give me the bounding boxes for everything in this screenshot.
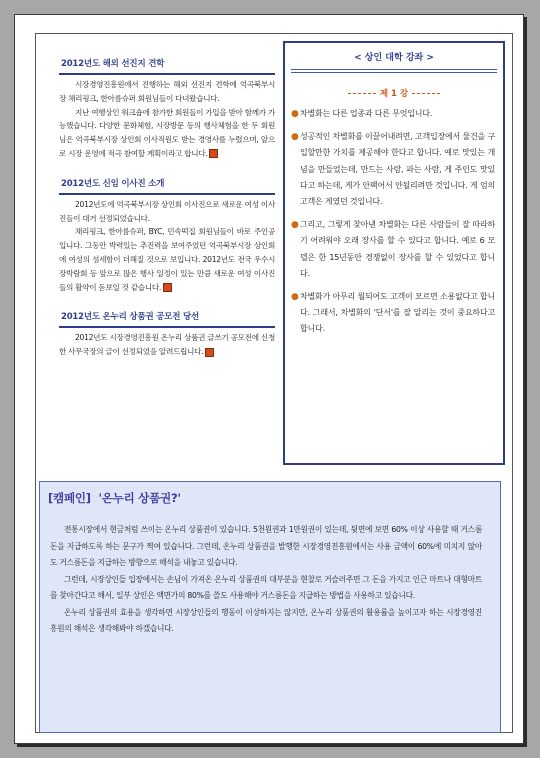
campaign-paragraph-3: 온누리 상품권의 효용을 생각하면 시장상인들의 행동이 이상하지는 않지만, 온누리 상품권의 활용률을 높이고자 하는 시장경영진흥원의 해석은 생각해봐야 하겠습니다. [50, 607, 482, 633]
bullet-dot-icon: ● [291, 292, 299, 303]
dash-divider-right [412, 93, 440, 94]
new-directors-paragraph-2: 채리핑크, 한아름슈퍼, BYC, 민속떡집 회원님들이 바로 주인공입니다. 그동안 박력있는 추진력을 보여주었던 억곡북부시장 상인회에 여성의 섬세함이 더해질 것으로 보입니다. 2012년도 전국 우수시장박람회 등 앞으로 많은 행사 일정이 있는 만큼 새로운 여성 이사진들의 활약이 돋보일 것 같습니다. [59, 227, 275, 292]
end-mark-icon [209, 149, 218, 158]
campaign-paragraph-1: 전통시장에서 현금처럼 쓰이는 온누리 상품권이 있습니다. 5천원권과 1만원권이 있는데, 뒷면에 보면 60% 이상 사용할 때 거스름돈을 지급하도록 하는 문구가 찍여 있습니다. 그런데, 온누리 상품권을 발행한 시장경영진흥원에서는 사용 금액이 60%에 미치지 않아도 거스름돈을 지급하는 방향으로 해석을 내놓고 있습니다. [50, 525, 482, 567]
bullet-dot-icon: ● [291, 109, 299, 119]
overseas-tour-paragraph-2: 지난 여행상인 워크숍에 참가한 회원들이 가입을 받아 함께가 가능했습니다. 다양한 문화체험, 시장방문 등의 행사체험을 한 두 회원님은 억곡북부시장 상인회 이사직원도 받는 경영사를 누렸으며, 앞으로 시장 운영에 적극 참여할 계획이라고 합니다. [59, 107, 275, 158]
lecture-bullet: ● 차별화는 다른 업종과 다른 무엇입니다. [291, 106, 495, 122]
lecture-label: 제 1 강 [285, 87, 503, 99]
lecture-bullet: ● 성공적인 차별화를 이끌어내려면, 고객입장에서 물건을 구입할만한 가치를 제공해야 한다고 합니다. 예로 맛있는 개념을 만들었는데, 만드는 사람, 파는 사람, 게 주인도 맛있다고 하는데, 게가 안팩어서 안될리려만 것입니다. 게 엄의 고객은 게였던 것입니다. [291, 129, 495, 210]
campaign-title: [캠페인] '온누리 상품권?' [48, 491, 181, 505]
contest-paragraph-1: 2012년도 시장경영진흥원 온누리 상품권 글쓰기 공모전에 신청한 사무국장의 글이 선정되었음 알려드립니다. [59, 333, 275, 357]
campaign-box [39, 481, 501, 733]
left-column [59, 53, 275, 359]
lecture-bullet: ● 차별화가 아무리 월되어도 고객이 모르면 소용없다고 합니다. 그래서, 차별화의 '단서'를 잘 알리는 것이 중요하다고 합니다. [291, 289, 495, 338]
bullet-dot-icon: ● [291, 132, 299, 143]
section-title-new-directors: 2012년도 신임 이사진 소개 [59, 173, 275, 195]
end-mark-icon [163, 283, 172, 292]
campaign-body [50, 522, 482, 638]
section-title-overseas-tour: 2012년도 해외 선진지 견학 [59, 53, 275, 75]
lecture-bullet: ● 그리고, 그렇게 찾아낸 차별화는 다른 사람들이 잘 따라하기 어려워야 오래 장사를 할 수 있다고 합니다. 예로 6 모델은 한 15년동안 경쟁없이 장사를 할 수 있었다고 합니다. [291, 217, 495, 282]
campaign-paragraph-2: 그런데, 시장상인들 입장에서는 손님이 가져온 온누리 상품권의 대부분을 현찰로 거슬러주면 그 돈을 가지고 인근 마트나 대형마트를 찾아간다고 해서, 일부 상인은 액면가의 80%를 쓸도 사용해야 거스름돈을 지급하는 방법을 사용하고 있습니다. [50, 574, 482, 600]
bullet-dot-icon: ● [291, 220, 299, 231]
dash-divider-left [348, 93, 376, 94]
lecture-box-title: < 상인 대학 강좌 > [354, 53, 434, 63]
overseas-tour-paragraph-1: 시장경영진흥원에서 진행하는 해외 선진지 견학에 억곡북부시장 채리핑크, 한아름슈퍼 회원님들이 다녀왔습니다. [59, 80, 275, 103]
new-directors-paragraph-1: 2012년도에 억곡북부시장 상인회 이사진으로 새로운 여성 이사진들이 대거 선정되었습니다. [59, 199, 275, 223]
lecture-box-divider [291, 69, 497, 73]
newsletter-page [14, 14, 524, 744]
end-mark-icon [205, 348, 214, 357]
section-title-contest: 2012년도 온누리 상품권 공모전 당선 [59, 306, 275, 328]
lecture-box [283, 41, 505, 465]
